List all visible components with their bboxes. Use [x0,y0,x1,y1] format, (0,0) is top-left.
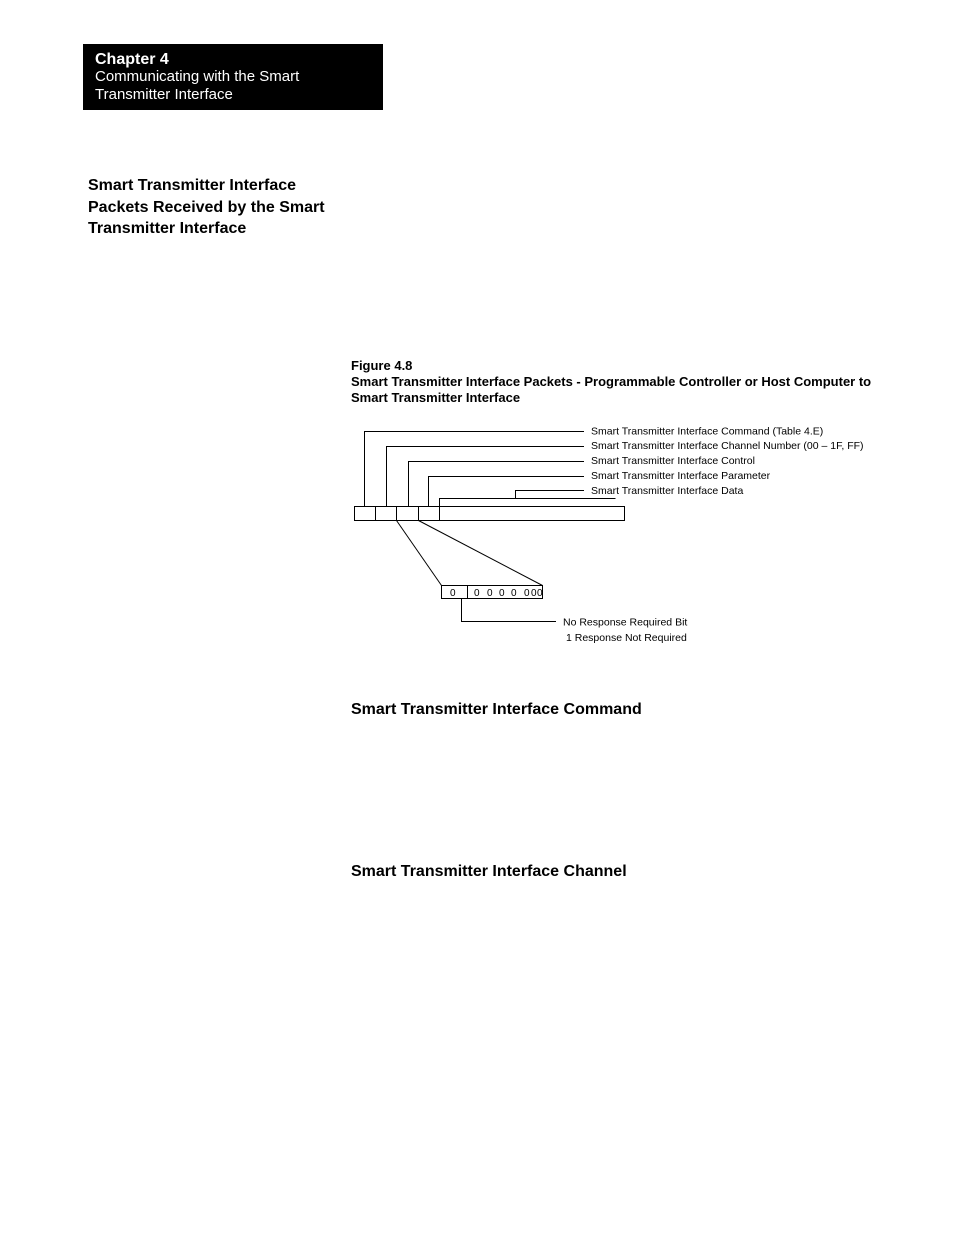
subheading-channel: Smart Transmitter Interface Channel [351,863,627,880]
bit-7: 0 [450,588,456,599]
bit-note-line2: 1 Response Not Required [566,632,687,644]
leader-command [365,432,585,507]
leader-response-bit [462,599,557,622]
figure-title: Smart Transmitter Interface Packets - Programmable Controller or Host Computer to Smart Transmitter Interface [351,374,872,405]
subheading-command: Smart Transmitter Interface Command [351,701,642,718]
leader-data-bracket [440,499,616,507]
bit-4: 0 [499,588,505,599]
leader-control [409,462,585,507]
section-title: Smart Transmitter Interface Packets Received by the Smart Transmitter Interface [88,177,325,237]
leader-data [516,491,585,499]
label-data: Smart Transmitter Interface Data [591,485,744,497]
expand-line-right [419,521,543,586]
bit-0: 0 [537,588,543,599]
bit-5: 0 [487,588,493,599]
chapter-label: Chapter 4 [95,51,169,68]
label-channel: Smart Transmitter Interface Channel Number (00 – 1F, FF) [591,440,864,452]
label-control: Smart Transmitter Interface Control [591,455,755,467]
expand-line-left [397,521,442,586]
bit-2: 0 [524,588,530,599]
bit-1: 0 [531,588,537,599]
bit-6: 0 [474,588,480,599]
leader-parameter [429,477,585,507]
label-parameter: Smart Transmitter Interface Parameter [591,470,771,482]
chapter-title: Communicating with the Smart Transmitter Interface [95,68,300,103]
bit-note-line1: No Response Required Bit [563,616,688,629]
packet-bar [355,507,625,521]
figure-number: Figure 4.8 [351,358,413,373]
label-command: Smart Transmitter Interface Command (Table 4.E) [591,425,824,438]
bit-3: 0 [511,588,517,599]
